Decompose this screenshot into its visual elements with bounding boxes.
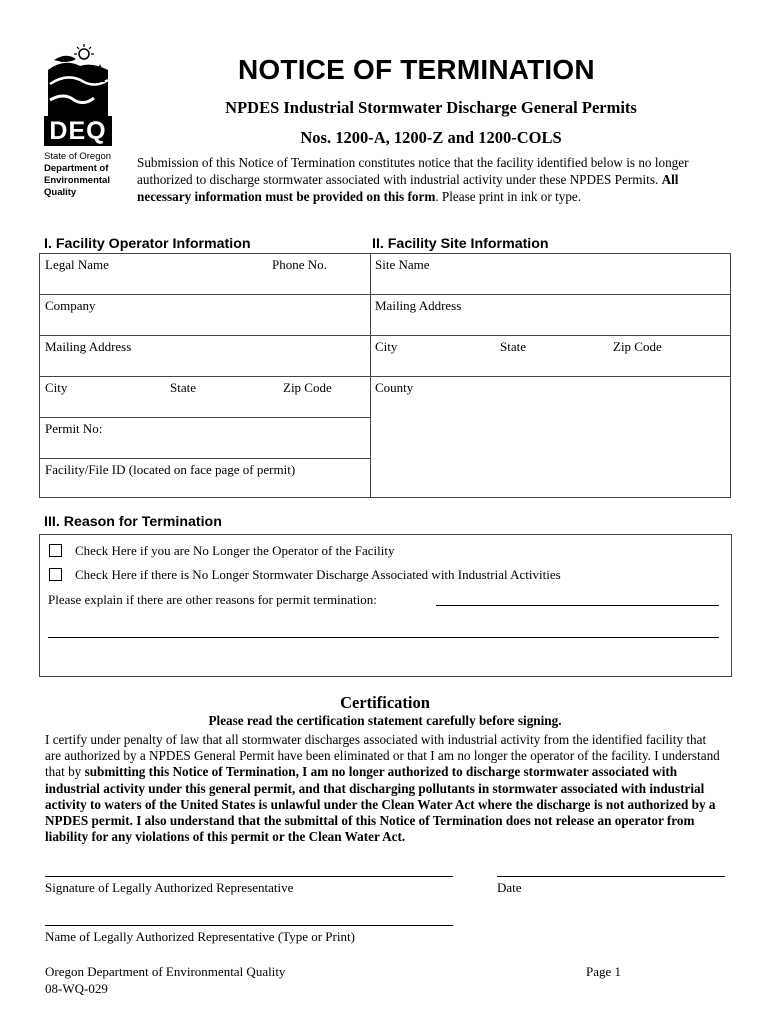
deq-logo bbox=[44, 44, 112, 204]
site-mailing-label: Mailing Address bbox=[375, 298, 462, 313]
county-label: County bbox=[375, 380, 414, 395]
intro-text bbox=[137, 154, 722, 205]
deq-text: DEQ bbox=[49, 117, 107, 145]
operator-mailing-field[interactable] bbox=[40, 336, 370, 377]
footer-page: Page 1 bbox=[586, 964, 622, 979]
section2-table bbox=[369, 253, 731, 498]
permit-no-field[interactable] bbox=[40, 418, 370, 459]
name-line[interactable] bbox=[45, 925, 453, 926]
subtitle-numbers: Nos. 1200-A, 1200-Z and 1200-COLS bbox=[300, 128, 562, 147]
agency-line-2: Department of bbox=[44, 163, 109, 174]
company-label: Company bbox=[45, 298, 96, 313]
company-field[interactable] bbox=[40, 295, 370, 336]
permit-no-label: Permit No: bbox=[45, 421, 103, 436]
signature-label: Signature of Legally Authorized Representative bbox=[45, 880, 294, 895]
check1-label: Check Here if you are No Longer the Operator of the Facility bbox=[75, 543, 395, 558]
site-city-label: City bbox=[375, 339, 398, 354]
footer-form-no: 08-WQ-029 bbox=[45, 981, 108, 996]
section2-heading: II. Facility Site Information bbox=[372, 236, 549, 252]
county-field[interactable] bbox=[369, 377, 730, 497]
explain-line-2[interactable] bbox=[48, 637, 719, 638]
page-title: NOTICE OF TERMINATION bbox=[238, 54, 595, 85]
certification-plain: I certify under penalty of law that all stormwater discharges associated with industrial activity from the identified facility that are authorized by a NPDES General Permit have been eliminated or that I am no longer the operator of the facility. I understand that by bbox=[45, 732, 720, 780]
checkbox-no-longer-operator[interactable] bbox=[49, 544, 62, 557]
certification-body bbox=[45, 732, 725, 845]
checkbox-no-longer-discharge[interactable] bbox=[49, 568, 62, 581]
operator-city-field[interactable] bbox=[40, 377, 370, 418]
operator-state-label: State bbox=[170, 380, 196, 395]
agency-line-3: Environmental bbox=[44, 175, 110, 186]
name-label: Name of Legally Authorized Representative (Type or Print) bbox=[45, 929, 355, 944]
date-line[interactable] bbox=[497, 876, 725, 877]
check2-label: Check Here if there is No Longer Stormwater Discharge Associated with Industrial Activities bbox=[75, 567, 561, 582]
operator-city-label: City bbox=[45, 380, 68, 395]
footer-agency: Oregon Department of Environmental Quality bbox=[45, 964, 286, 979]
section1-heading: I. Facility Operator Information bbox=[44, 236, 251, 252]
site-mailing-field[interactable] bbox=[369, 295, 730, 336]
section3-box bbox=[39, 534, 732, 677]
intro-bold: All necessary information must be provided on this form bbox=[137, 172, 679, 204]
facility-id-label: Facility/File ID (located on face page of permit) bbox=[45, 462, 296, 477]
certification-heading: Certification bbox=[340, 693, 430, 712]
subtitle-permits: NPDES Industrial Stormwater Discharge General Permits bbox=[225, 98, 637, 117]
phone-label: Phone No. bbox=[272, 257, 327, 272]
site-city-field[interactable] bbox=[369, 336, 730, 377]
intro-tail: . Please print in ink or type. bbox=[435, 189, 582, 204]
legal-name-label: Legal Name bbox=[45, 257, 109, 272]
legal-name-field[interactable] bbox=[40, 254, 370, 295]
date-label: Date bbox=[497, 880, 522, 895]
site-zip-label: Zip Code bbox=[613, 339, 662, 354]
section1-table bbox=[39, 253, 371, 498]
certification-instruction: Please read the certification statement carefully before signing. bbox=[208, 713, 562, 728]
site-name-field[interactable] bbox=[369, 254, 730, 295]
operator-zip-label: Zip Code bbox=[283, 380, 332, 395]
signature-line[interactable] bbox=[45, 876, 453, 877]
certification-bold: submitting this Notice of Termination, I am no longer authorized to discharge stormwater associated with industrial activity under this general permit, and that discharging pollutants in stormwater associated with industrial activity to waters of the United States is unlawful under the Clean Water Act where the discharge is not authorized by a NPDES permit. I also understand that the submittal of this Notice of Termination does not release an operator from liability for any violations of this permit or the Clean Water Act. bbox=[45, 764, 716, 845]
site-state-label: State bbox=[500, 339, 526, 354]
agency-line-1: State of Oregon bbox=[44, 151, 112, 162]
explain-label: Please explain if there are other reasons for permit termination: bbox=[48, 592, 377, 607]
agency-line-4: Quality bbox=[44, 187, 77, 198]
intro-plain: Submission of this Notice of Termination constitutes notice that the facility identified below is no longer authorized to discharge stormwater associated with industrial activity under these NPDES Permits. bbox=[137, 155, 689, 187]
operator-mailing-label: Mailing Address bbox=[45, 339, 132, 354]
facility-id-field[interactable] bbox=[40, 459, 370, 497]
site-name-label: Site Name bbox=[375, 257, 430, 272]
explain-line-1[interactable] bbox=[436, 605, 719, 606]
section3-heading: III. Reason for Termination bbox=[44, 514, 222, 530]
